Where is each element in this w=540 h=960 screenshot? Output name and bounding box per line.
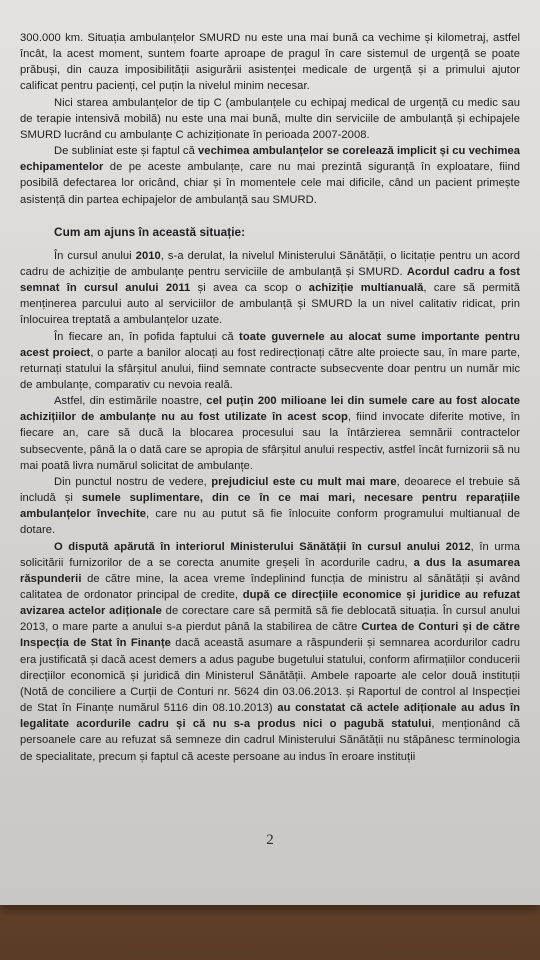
- paragraph: [20, 248, 520, 329]
- bold-text: Acordul cadru a fost semnat în cursul anului 2011: [20, 265, 520, 295]
- paragraph: [20, 393, 520, 474]
- paragraph: [20, 329, 520, 394]
- text-run: În fiecare an, în pofida faptului că: [54, 330, 240, 343]
- text-run: Nici starea ambulanțelor de tip C (ambulanțele cu echipaj medical de urgență cu medic sau de terapie intensivă mobilă) nu este una mai bună, multe din serviciile de ambulanță și echipajele SMURD lucrând cu ambulanțe C achiziționate în perioada 2007-2008.: [20, 96, 520, 141]
- bold-text: după ce direcțiile economice și juridice au refuzat avizarea actelor adiționale: [20, 589, 520, 618]
- text-run: , în urma solicitării furnizorilor de a se corecta anumite greșeli în acordurile cadru,: [20, 540, 521, 569]
- text-run: Din punctul nostru de vedere,: [54, 475, 212, 488]
- text-run: , care să permită menținerea parcului auto al serviciilor de ambulanță și SMURD la un nivel calitativ ridicat, prin înlocuirea treptată a ambulanțelor uzate.: [20, 282, 521, 327]
- text-run: Astfel, din estimările noastre,: [54, 395, 207, 408]
- text-run: 300.000 km. Situația ambulanțelor SMURD nu este una mai bună ca vechime și kilometraj, astfel încât, la acest moment, suntem foarte aproape de pragul în care sistemul de urgență se poate prăbuși, din cauza imposibilității asigurării asistenței medicale de urgență și a primului ajutor calificat pentru pacienți, cel puțin la nivelul minim necesar.: [20, 32, 520, 93]
- intro-paragraphs: [20, 30, 520, 208]
- section-heading: Cum am ajuns în această situație:: [54, 224, 246, 239]
- bold-text: toate guvernele au alocat sume importante pentru acest proiect: [20, 330, 520, 359]
- text-run: , deoarece el trebuie să includă și: [20, 475, 520, 505]
- text-run: dacă această asumare a răspunderii și semnarea acordurilor cadru era justificată și dacă acest demers a adus pagube bugetului statului, conform afirmațiilor conducerii direcțiilor economică și juridică din Ministerul Sănătății. Ambele rapoarte ale celor două instituții (Notă de conciliere a Curții de Conturi nr. 5624 din 03.06.2013. și Raportul de control al Inspecției de Stat în Finanțe numărul 5116 din 08.10.2013): [20, 637, 520, 715]
- text-run: , o parte a banilor alocați au fost redirecționați către alte proiecte sau, în mare parte, returnați statului la sfârșitul anului, fiind semnate contracte subsecvente doar pentru un număr mic de ambulanțe, comparativ cu nevoia reală.: [20, 346, 521, 391]
- bold-text: au constatat că actele adiționale au adus în legalitate acordurile cadru și că nu s-a produs nici o pagubă statului: [20, 702, 520, 731]
- bold-text: O dispută apărută în interiorul Ministerului Sănătății în cursul anului 2012: [54, 540, 471, 553]
- bold-text: achiziție multianuală: [308, 282, 424, 295]
- text-run: , menționând că persoanele care au refuzat să semneze din cadrul Ministerului Sănătății nu stăpânesc terminologia de specialitate, precum și faptul că aceste persoane au indus în eroare instituții: [20, 718, 520, 763]
- text-run: de către mine, la acea vreme îndeplinind funcția de ministru al sănătății și având calitatea de ordonator principal de credite,: [20, 572, 520, 601]
- paragraph: [20, 30, 520, 95]
- bold-text: vechimea ambulanțelor se corelează implicit și cu vechimea echipamentelor: [20, 145, 520, 174]
- bold-text: prejudiciul este cu mult mai mare: [211, 475, 397, 488]
- text-run: , s-a derulat, la nivelul Ministerului Sănătății, o licitație pentru un acord cadru de achiziție de ambulanțe pentru serviciile de ambulanță și SMURD.: [20, 249, 520, 278]
- paragraph: [20, 143, 520, 208]
- bold-text: sumele suplimentare, din ce în ce mai mari, necesare pentru reparațiile ambulanțelor învechite: [20, 492, 520, 521]
- text-run: , fiind invocate diferite motive, în fiecare an, care să ducă la blocarea procesului sau la întârzierea semnării contractelor subsecvente, până la o dată care se apropia de sfârșitul anului respectiv, astfel încât furnizorii să nu mai poată livra numărul solicitat de ambulanțe.: [20, 411, 520, 472]
- text-run: de pe aceste ambulanțe, care nu mai prezintă siguranță în exploatare, fiind posibilă defectarea lor oricând, chiar și în momentele cele mai dificile, când un pacient primește asistență din partea echipajelor de ambulanță sau SMURD.: [20, 161, 520, 206]
- bold-text: a dus la asumarea răspunderii: [20, 556, 520, 585]
- page-number: 2: [266, 832, 274, 848]
- paragraph: [20, 539, 520, 765]
- page-body: [20, 30, 520, 765]
- text-run: de corectare care să permită să fie deblocată situația. În cursul anului 2013, o mare parte a anului s-a pierdut până la stabilirea de către: [20, 605, 520, 634]
- bold-text: cel puțin 200 milioane lei din sumele care au fost alocate achizițiilor de ambulanțe nu au fost utilizate în acest scop: [20, 395, 520, 424]
- bold-text: 2010: [135, 249, 161, 262]
- text-run: De subliniat este și faptul că: [54, 145, 199, 158]
- paragraph: [20, 95, 520, 143]
- bold-text: Curtea de Conturi și de către Inspecția de Stat în Finanțe: [20, 621, 520, 650]
- section-paragraphs: [20, 248, 520, 765]
- text-run: și avea ca scop o: [190, 282, 309, 295]
- text-run: , care nu au putut să fie înlocuite conform programului multianual de dotare.: [20, 508, 520, 537]
- text-run: În cursul anului: [54, 249, 136, 262]
- paragraph: [20, 474, 520, 539]
